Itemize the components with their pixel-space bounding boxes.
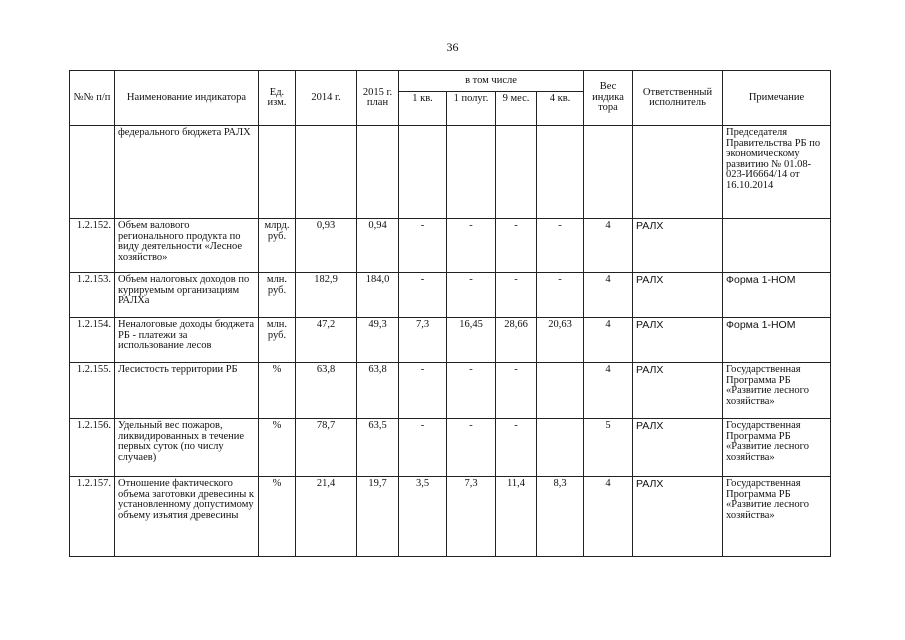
cell-half1: 16,45 <box>447 318 496 363</box>
cell-num: 1.2.157. <box>70 477 115 557</box>
cell-unit: % <box>259 363 296 419</box>
col-header-unit: Ед. изм. <box>259 71 296 126</box>
cell-name: Отношение фактического объема заготовки древесины к установленному допустимому объему изъятия древесины <box>115 477 259 557</box>
cell-q1 <box>399 126 447 219</box>
cell-half1: 7,3 <box>447 477 496 557</box>
cell-q4: - <box>537 219 584 273</box>
cell-2014: 63,8 <box>296 363 357 419</box>
table-row <box>70 363 831 419</box>
cell-note: Форма 1-НОМ <box>723 318 831 363</box>
col-header-half1: 1 полуг. <box>447 92 496 126</box>
cell-responsible: РАЛХ <box>633 219 723 273</box>
cell-2015: 49,3 <box>357 318 399 363</box>
cell-note: Государственная Программа РБ «Развитие лесного хозяйства» <box>723 419 831 477</box>
cell-9m <box>496 126 537 219</box>
cell-q1: 3,5 <box>399 477 447 557</box>
col-header-name: Наименование индикатора <box>115 71 259 126</box>
col-header-2014: 2014 г. <box>296 71 357 126</box>
cell-q4: 8,3 <box>537 477 584 557</box>
cell-q1: 7,3 <box>399 318 447 363</box>
cell-half1: - <box>447 273 496 318</box>
table-row <box>70 419 831 477</box>
cell-unit <box>259 126 296 219</box>
cell-2015: 63,8 <box>357 363 399 419</box>
cell-note <box>723 219 831 273</box>
cell-weight: 4 <box>584 273 633 318</box>
cell-q1: - <box>399 419 447 477</box>
cell-num: 1.2.155. <box>70 363 115 419</box>
page-number: 36 <box>446 40 459 54</box>
cell-q1: - <box>399 363 447 419</box>
cell-weight: 4 <box>584 363 633 419</box>
col-header-num: №№ п/п <box>70 71 115 126</box>
cell-responsible: РАЛХ <box>633 273 723 318</box>
cell-2014: 0,93 <box>296 219 357 273</box>
cell-q4: - <box>537 273 584 318</box>
cell-q4 <box>537 126 584 219</box>
cell-2015: 63,5 <box>357 419 399 477</box>
col-header-q4: 4 кв. <box>537 92 584 126</box>
cell-2014: 78,7 <box>296 419 357 477</box>
cell-2014: 182,9 <box>296 273 357 318</box>
cell-9m: - <box>496 363 537 419</box>
cell-responsible: РАЛХ <box>633 419 723 477</box>
cell-num: 1.2.156. <box>70 419 115 477</box>
cell-half1: - <box>447 219 496 273</box>
cell-note: Форма 1-НОМ <box>723 273 831 318</box>
cell-q1: - <box>399 219 447 273</box>
cell-unit: % <box>259 477 296 557</box>
cell-name: Лесистость территории РБ <box>115 363 259 419</box>
cell-half1 <box>447 126 496 219</box>
cell-num: 1.2.153. <box>70 273 115 318</box>
cell-num <box>70 126 115 219</box>
cell-2015: 0,94 <box>357 219 399 273</box>
table-row <box>70 273 831 318</box>
cell-2014: 47,2 <box>296 318 357 363</box>
cell-name: Объем налоговых доходов по курируемым организациям РАЛХа <box>115 273 259 318</box>
cell-responsible <box>633 126 723 219</box>
table-row <box>70 318 831 363</box>
cell-weight: 4 <box>584 219 633 273</box>
cell-9m: - <box>496 419 537 477</box>
cell-half1: - <box>447 419 496 477</box>
cell-9m: 28,66 <box>496 318 537 363</box>
col-header-2015: 2015 г. план <box>357 71 399 126</box>
cell-num: 1.2.154. <box>70 318 115 363</box>
col-header-note: Примечание <box>723 71 831 126</box>
cell-num: 1.2.152. <box>70 219 115 273</box>
cell-weight <box>584 126 633 219</box>
cell-q4: 20,63 <box>537 318 584 363</box>
col-header-including: в том числе <box>399 71 584 92</box>
cell-9m: - <box>496 219 537 273</box>
cell-unit: млн. руб. <box>259 318 296 363</box>
cell-2015: 19,7 <box>357 477 399 557</box>
table-body <box>70 126 831 557</box>
col-header-9m: 9 мес. <box>496 92 537 126</box>
cell-responsible: РАЛХ <box>633 318 723 363</box>
cell-name: Удельный вес пожаров, ликвидированных в течение первых суток (по числу случаев) <box>115 419 259 477</box>
table-header <box>70 71 831 126</box>
cell-weight: 4 <box>584 318 633 363</box>
table-row <box>70 477 831 557</box>
col-header-responsible: Ответственный исполнитель <box>633 71 723 126</box>
cell-note: Государственная Программа РБ «Развитие лесного хозяйства» <box>723 363 831 419</box>
cell-q4 <box>537 363 584 419</box>
cell-2015: 184,0 <box>357 273 399 318</box>
cell-unit: млн. руб. <box>259 273 296 318</box>
cell-9m: 11,4 <box>496 477 537 557</box>
cell-q1: - <box>399 273 447 318</box>
cell-weight: 5 <box>584 419 633 477</box>
cell-name: федерального бюджета РАЛХ <box>115 126 259 219</box>
cell-note: Председателя Правительства РБ по экономическому развитию № 01.08-023-И6664/14 от 16.10.2014 <box>723 126 831 219</box>
col-header-weight: Вес индика тора <box>584 71 633 126</box>
cell-name: Объем валового регионального продукта по виду деятельности «Лесное хозяйство» <box>115 219 259 273</box>
cell-responsible: РАЛХ <box>633 477 723 557</box>
cell-2015 <box>357 126 399 219</box>
indicators-table <box>69 70 831 557</box>
cell-2014 <box>296 126 357 219</box>
table-row <box>70 219 831 273</box>
cell-unit: млрд. руб. <box>259 219 296 273</box>
cell-note: Государственная Программа РБ «Развитие лесного хозяйства» <box>723 477 831 557</box>
cell-2014: 21,4 <box>296 477 357 557</box>
col-header-q1: 1 кв. <box>399 92 447 126</box>
cell-q4 <box>537 419 584 477</box>
cell-responsible: РАЛХ <box>633 363 723 419</box>
cell-half1: - <box>447 363 496 419</box>
table-row <box>70 126 831 219</box>
cell-unit: % <box>259 419 296 477</box>
cell-weight: 4 <box>584 477 633 557</box>
cell-name: Неналоговые доходы бюджета РБ - платежи за использование лесов <box>115 318 259 363</box>
cell-9m: - <box>496 273 537 318</box>
